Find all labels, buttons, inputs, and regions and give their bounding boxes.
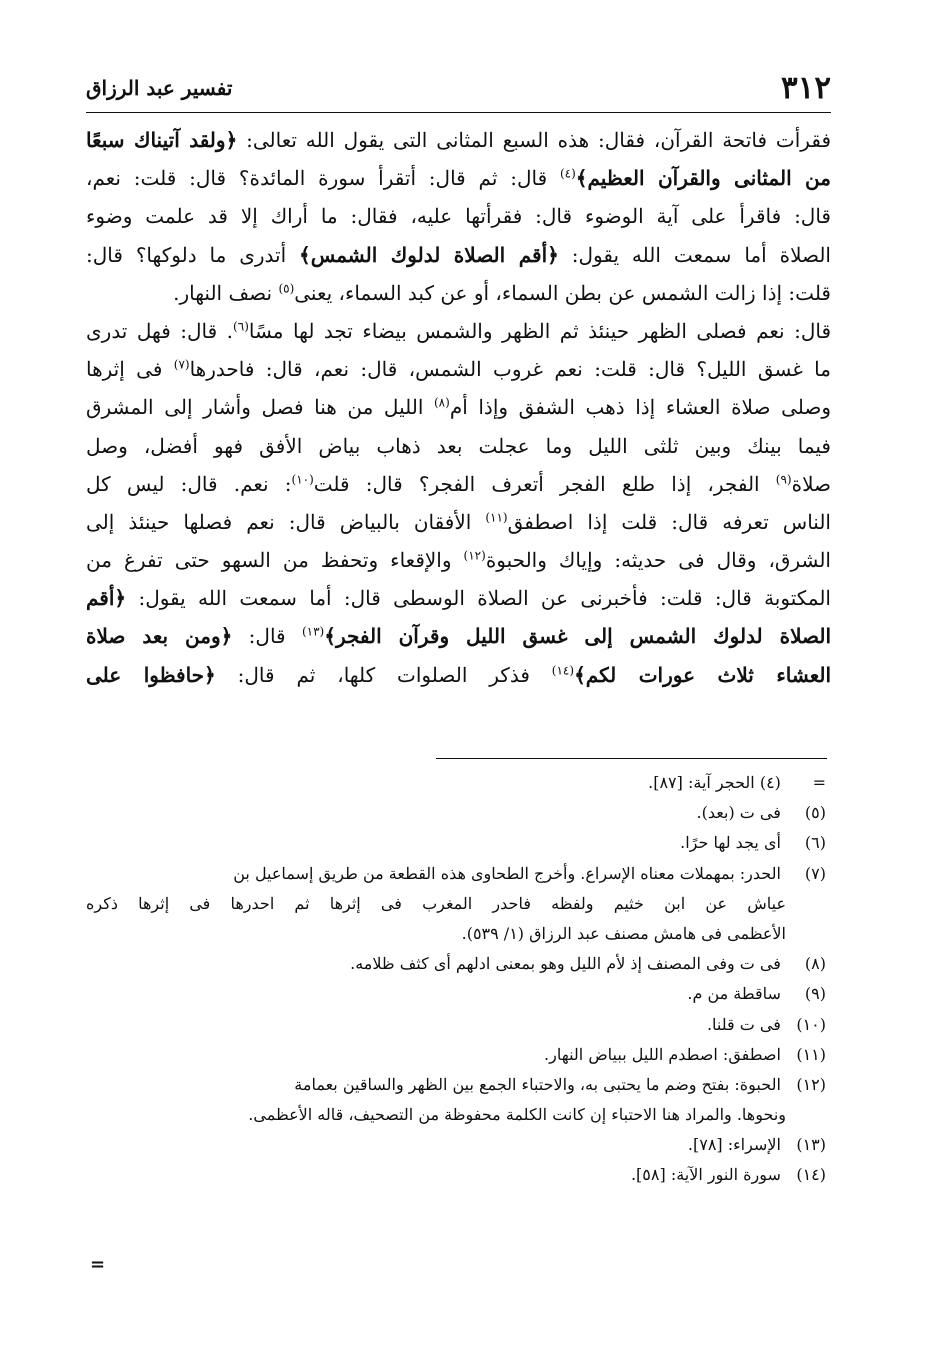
quran-quote: ﴿ومن بعد صلاة [86,624,233,649]
footnote-text: الإسراء: [٧٨]. [687,1135,781,1155]
footnote-ref: (٥) [278,281,295,296]
text-line [86,388,831,426]
main-text [86,121,831,694]
quran-quote: من المثانى والقرآن العظيم﴾ [575,166,831,191]
text-run: قال: [232,624,302,649]
footnote-line [86,1160,826,1190]
footnote-number: (٩) [804,984,826,1004]
text-run: الليل من هنا فصل وأشار إلى المشرق [86,395,434,420]
footnote-ref: (١٣) [301,624,325,639]
text-run: نصف النهار. [173,280,279,305]
quran-quote: العشاء ثلاث عورات لكم﴾ [574,662,832,687]
text-run: والإقعاء وتحفظ من السهو حتى تفرغ من [86,548,464,573]
footnote-rule [436,758,827,759]
text-line [86,197,831,235]
running-title: تفسير عبد الرزاق [86,76,233,100]
text-line [86,465,831,503]
footnote-ref: (٦) [233,319,249,334]
text-run: الناس تعرفه قال: قلت إذا اصطفق [507,509,831,534]
footnote-text: اصطفق: اصطدم الليل ببياض النهار. [544,1044,781,1064]
text-run: فقرأت فاتحة القرآن، فقال: هذه السبع المثانى التى يقول الله تعالى: [237,128,832,152]
footnote-number: (١٢) [796,1074,826,1094]
text-line [86,541,831,579]
footnote-ref: (٤) [559,166,576,181]
quran-quote: ﴿حافظوا على [86,662,216,687]
footnote-ref: (١٤) [551,662,575,677]
text-run: أتدرى ما دلوكها؟ قال: [86,242,300,267]
quran-quote: الصلاة لدلوك الشمس إلى غسق الليل وقرآن الفجر﴾ [324,624,832,649]
footnote-line [86,949,826,979]
footnote-text: فى ت قلنا. [706,1014,781,1034]
footnote-line [86,979,826,1009]
footnote-text: (٤) الحجر آية: [٨٧]. [648,773,781,792]
footnote-text: عياش عن ابن خثيم ولفظه فاحدر المغرب فى إثرها ثم احدرها فى إثرها ذكره [86,893,786,913]
footnote-line [86,798,826,828]
footnote-text: ونحوها. والمراد هنا الاحتباء إن كانت الكلمة محفوظة من التصحيف، قاله الأعظمى. [248,1105,786,1125]
text-run: الصلاة أما سمعت الله يقول: [558,242,831,267]
text-run: قلت: إذا زالت الشمس عن بطن السماء، أو عن كبد السماء، يعنى [294,280,831,305]
footnote-text: سورة النور الآية: [٥٨]. [630,1165,781,1185]
page-number: ٣١٢ [781,70,831,106]
footnote-line [86,1100,826,1130]
footnote-line [86,919,826,949]
footnote-ref: (٩) [775,472,792,487]
continuation-mark: = [90,1254,106,1275]
footnote-line [86,768,826,798]
footnote-number: (٧) [804,863,826,883]
footnote-number: (٥) [804,803,826,823]
text-run: : نعم. قال: ليس كل [86,471,292,496]
text-run: . قال: فهل تدرى [86,318,234,343]
text-line [86,159,831,197]
footnote-text: فى ت (بعد). [696,803,781,823]
footnote-line [86,889,826,919]
text-run: فذكر الصلوات كلها، ثم قال: [215,662,552,687]
text-line [86,579,831,617]
text-run: قال: فاقرأ على آية الوضوء قال: فقرأتها عليه، فقال: ما أراك إلا قد علمت وضوء [86,204,831,229]
text-run: الفجر، إذا طلع الفجر أتعرف الفجر؟ قال: قلت [313,471,776,496]
header-rule [86,112,831,113]
text-line [86,617,831,655]
footnotes [86,768,826,1191]
footnote-text: ساقطة من م. [687,984,781,1004]
text-run: الشرق، وقال فى حديثه: وإياك والحبوة [485,548,831,573]
footnote-line [86,1130,826,1160]
text-run: فيما بينك وبين ثلثى الليل وما عجلت بعد ذهاب بياض الأفق فهو أفضل، وصل [86,433,831,458]
footnote-line [86,859,826,889]
footnote-number: (١٤) [796,1165,826,1185]
text-line [86,427,831,465]
text-run: الأفقان بالبياض قال: نعم فصلها حينئذ إلى [86,509,486,534]
footnote-number: (٨) [804,954,826,974]
quran-quote: ﴿ولقد آتيناك سبعًا [86,128,238,152]
footnote-ref: (٨) [433,395,450,410]
footnote-text: الأعظمى فى هامش مصنف عبد الرزاق (١/ ٥٣٩). [461,923,786,943]
text-run: ما غسق الليل؟ قال: قلت: نعم غروب الشمس، قال: نعم، قال: فاحدرها [189,357,831,382]
text-run: صلاة [791,471,831,496]
footnote-line [86,1040,826,1070]
text-run: قال: ثم قال: أتقرأ سورة المائدة؟ قال: قلت: نعم، [86,166,560,191]
text-line [86,236,831,274]
footnote-number: (١٣) [796,1135,826,1155]
footnote-ref: (١٢) [463,548,486,563]
footnote-number: (١٠) [796,1014,826,1034]
text-run: فى إثرها [86,357,174,382]
text-line [86,656,831,694]
footnote-number: (٦) [804,833,826,853]
page-header [86,66,831,110]
text-run: المكتوبة قال: قلت: فأخبرنى عن الصلاة الوسطى قال: أما سمعت الله يقول: [126,586,831,611]
text-line [86,274,831,312]
footnote-ref: (١٠) [291,472,314,487]
footnote-ref: (١١) [485,510,508,525]
footnote-text: الحدر: بمهملات معناه الإسراع. وأخرج الطحاوى هذه القطعة من طريق إسماعيل بن [233,863,781,883]
footnote-ref: (٧) [173,357,190,372]
quran-quote: ﴿أقم [86,586,127,611]
footnote-number: (١١) [796,1044,826,1064]
text-line [86,121,831,159]
text-line [86,350,831,388]
footnote-line [86,828,826,858]
footnote-line [86,1010,826,1040]
footnote-number: = [812,773,826,792]
quran-quote: ﴿أقم الصلاة لدلوك الشمس﴾ [299,242,559,267]
footnote-text: الحبوة: بفتح وضم ما يحتبى به، والاحتباء الجمع بين الظهر والساقين بعمامة [294,1074,781,1094]
text-run: وصلى صلاة العشاء إذا ذهب الشفق وإذا أم [449,395,831,420]
text-line [86,312,831,350]
footnote-text: فى ت وفى المصنف إذ لأم الليل وهو بمعنى ادلهم أى كثف ظلامه. [350,954,781,974]
text-run: قال: نعم فصلى الظهر حينئذ ثم الظهر والشمس بيضاء تجد لها مسًا [248,318,831,343]
footnote-line [86,1070,826,1100]
text-line [86,503,831,541]
footnote-text: أى يجد لها حرًا. [680,833,781,853]
